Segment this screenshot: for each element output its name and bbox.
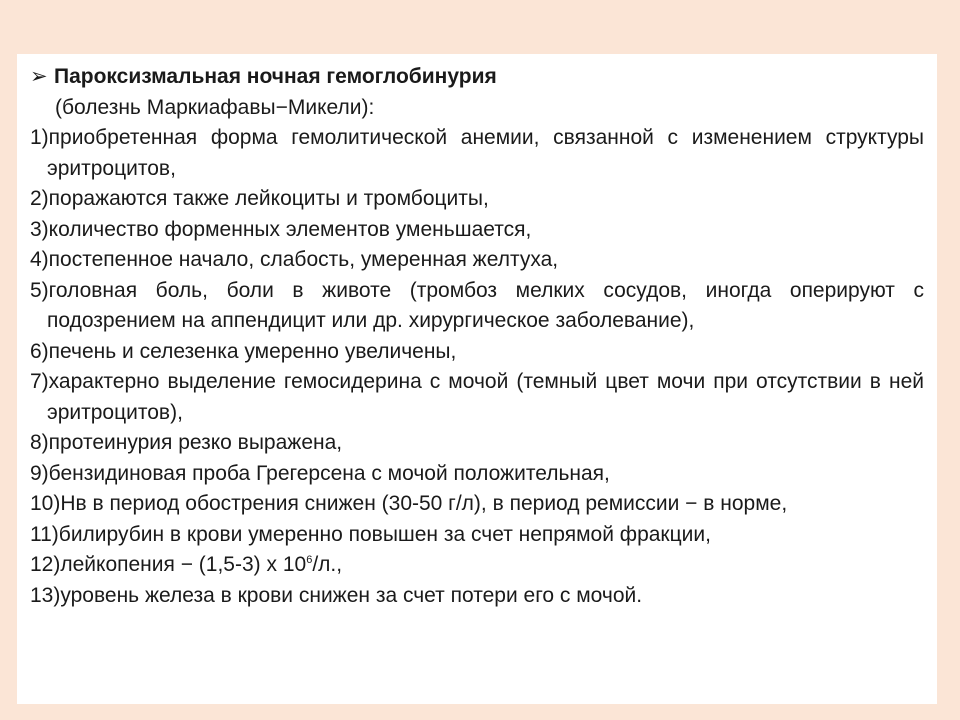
slide-heading: [30, 62, 924, 93]
list-item-12-text: 12)лейкопения − (1,5-3) х 10: [30, 553, 307, 576]
list-item-10: 10)Нв в период обострения снижен (30-50 г/л), в период ремиссии − в норме,: [30, 492, 788, 515]
heading-title: Пароксизмальная ночная гемоглобинурия: [54, 65, 497, 88]
list-item-4: 4)постепенное начало, слабость, умеренная желтуха,: [30, 248, 559, 271]
slide-content: [30, 62, 924, 611]
list-item-8: 8)протеинурия резко выражена,: [30, 431, 343, 454]
list-item-12: [30, 550, 924, 581]
slide-panel: [17, 54, 937, 704]
list-item-6: 6)печень и селезенка умеренно увеличены,: [30, 339, 457, 363]
list-item-9: 9)бензидиновая проба Грегерсена с мочой положительная,: [30, 461, 610, 485]
list-item-11: 11)билирубин в крови умеренно повышен за счет непрямой фракции,: [30, 522, 711, 546]
list-item-12-exponent: 6: [306, 554, 313, 566]
arrow-bullet-icon: ➢: [30, 65, 48, 88]
list-item-1: 1)приобретенная форма гемолитической анемии, связанной с изменением структуры эритроцитов,: [30, 126, 924, 180]
list-item-5: 5)головная боль, боли в животе (тромбоз мелких сосудов, иногда оперируют с подозрением на аппендицит или др. хирургическое заболевание),: [30, 278, 924, 332]
heading-subtitle: (болезнь Маркиафавы−Микели):: [55, 95, 375, 119]
list-item-12-unit: /л.,: [312, 553, 343, 576]
list-item-13: 13)уровень железа в крови снижен за счет потери его с мочой.: [30, 583, 643, 607]
list-item-3: 3)количество форменных элементов уменьшается,: [30, 217, 532, 241]
list-item-2: 2)поражаются также лейкоциты и тромбоциты,: [30, 187, 489, 210]
list-item-7: 7)характерно выделение гемосидерина с мочой (темный цвет мочи при отсутствии в ней эритроцитов),: [30, 370, 924, 424]
